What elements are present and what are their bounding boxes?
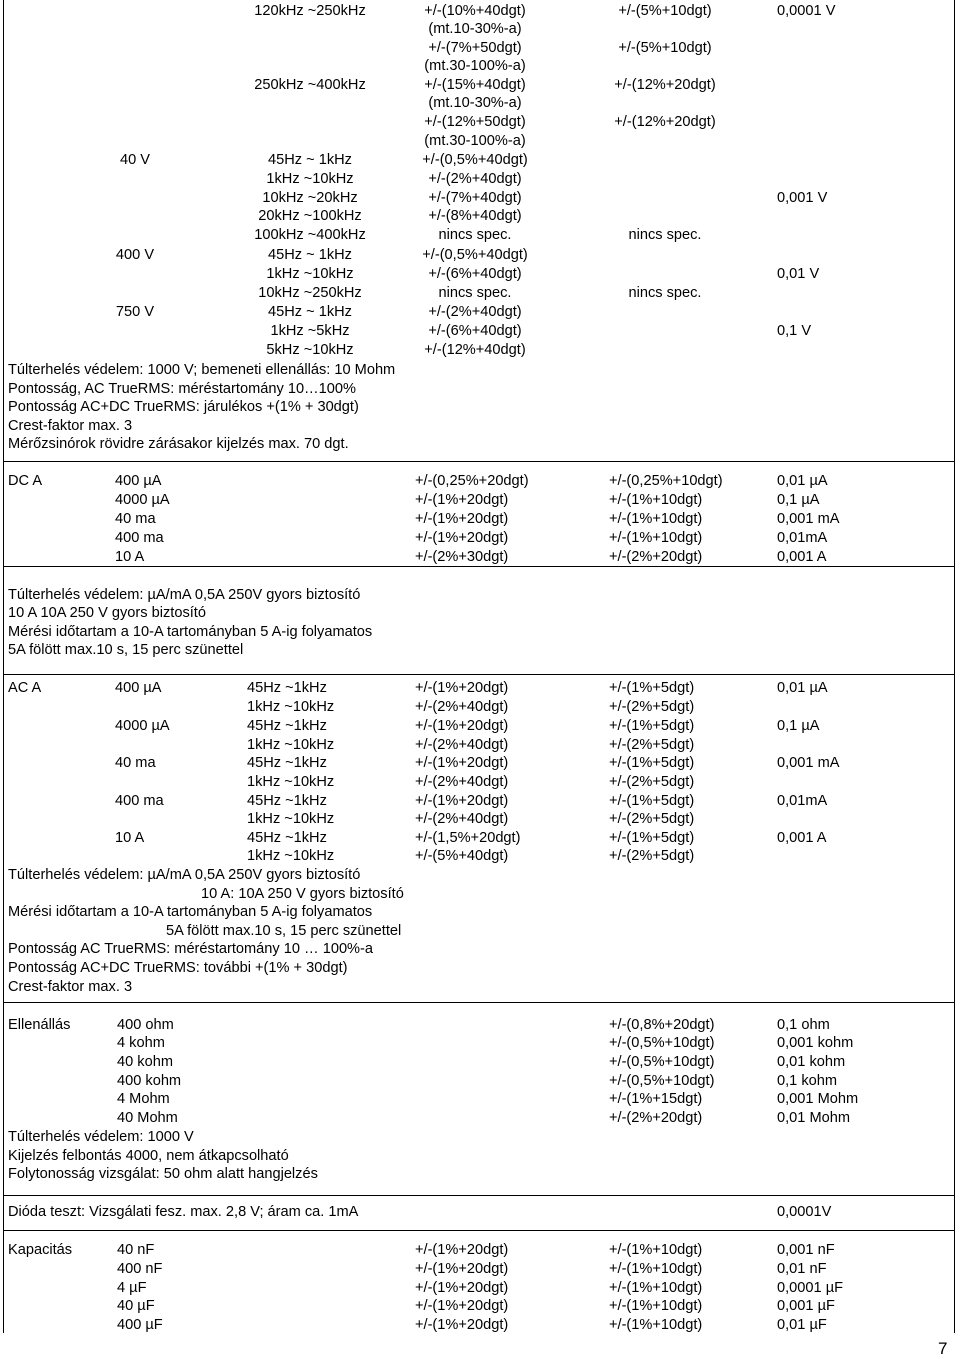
table-cell: +/-(1%+10dgt) [609,1261,703,1277]
table-cell: 45Hz ~ 1kHz [268,304,352,320]
table-cell: +/-(2%+40dgt) [415,737,509,753]
note-line: Folytonosság vizsgálat: 50 ohm alatt hangjelzés [8,1166,318,1182]
table-cell: 45Hz ~1kHz [247,755,327,771]
table-cell: +/-(1%+20dgt) [415,1280,509,1296]
table-cell: +/-(2%+40dgt) [428,304,522,320]
note-line: 5A fölött max.10 s, 15 perc szünettel [166,923,402,939]
table-cell: +/-(2%+5dgt) [609,774,695,790]
table-cell: +/-(1%+10dgt) [609,511,703,527]
table-cell: 0,01 kohm [777,1054,846,1070]
table-cell: 0,001 mA [777,511,840,527]
divider-diode [3,1195,955,1196]
note-line: Túlterhelés védelem: µA/mA 0,5A 250V gyors biztosító [8,587,361,603]
note-line: Pontosság AC+DC TrueRMS: járulékos +(1% + 30dgt) [8,399,359,415]
table-cell: +/-(6%+40dgt) [428,323,522,339]
table-cell: 0,001 µF [777,1298,835,1314]
table-cell: +/-(1%+5dgt) [609,680,695,696]
table-cell: +/-(2%+40dgt) [415,699,509,715]
table-cell: +/-(1%+20dgt) [415,1261,509,1277]
table-cell: 0,1 µA [777,718,820,734]
table-cell: 40 ma [115,511,156,527]
table-cell: +/-(2%+20dgt) [609,1110,703,1126]
table-cell: +/-(1%+10dgt) [609,1317,703,1333]
note-line: Crest-faktor max. 3 [8,979,133,995]
table-cell: 45Hz ~ 1kHz [268,247,352,263]
note-line: Mérőzsinórok rövidre zárásakor kijelzés max. 70 dgt. [8,436,349,452]
table-cell: +/-(0,5%+40dgt) [422,247,528,263]
table-cell: +/-(5%+10dgt) [618,40,712,56]
table-cell: +/-(12%+20dgt) [614,77,716,93]
table-cell: +/-(2%+30dgt) [415,549,509,565]
table-cell: 4 µF [117,1280,147,1296]
table-cell: 400 nF [117,1261,163,1277]
table-cell: +/-(1%+20dgt) [415,1242,509,1258]
table-cell: +/-(1%+20dgt) [415,718,509,734]
table-cell: 10 A [115,549,145,565]
table-cell: (mt.10-30%-a) [428,95,522,111]
table-cell: +/-(15%+40dgt) [424,77,526,93]
table-cell: 0,001 A [777,830,827,846]
table-cell: 45Hz ~1kHz [247,830,327,846]
table-cell: +/-(0,5%+10dgt) [609,1073,715,1089]
table-cell: 0,001 nF [777,1242,835,1258]
note-line: Mérési időtartam a 10-A tartományban 5 A-ig folyamatos [8,624,373,640]
table-cell: +/-(7%+40dgt) [428,190,522,206]
table-cell: +/-(1%+20dgt) [415,793,509,809]
table-cell: (mt.30-100%-a) [424,133,526,149]
table-cell: +/-(2%+5dgt) [609,811,695,827]
table-cell: +/-(1%+5dgt) [609,718,695,734]
table-cell: 400 kohm [117,1073,182,1089]
table-cell: 750 V [115,304,155,320]
table-cell: 0,01 V [777,266,820,282]
table-cell: 250kHz ~400kHz [254,77,366,93]
table-cell: +/-(1%+20dgt) [415,755,509,771]
table-cell: 4 kohm [117,1035,165,1051]
table-cell: +/-(0,5%+10dgt) [609,1054,715,1070]
table-cell: +/-(2%+5dgt) [609,699,695,715]
table-cell: 10kHz ~250kHz [258,285,362,301]
table-cell: 0,0001 V [777,3,836,19]
table-cell: 1kHz ~10kHz [247,848,335,864]
table-cell: AC A [8,680,42,696]
table-cell: +/-(6%+40dgt) [428,266,522,282]
table-cell: 4 Mohm [117,1091,170,1107]
note-line: 5A fölött max.10 s, 15 perc szünettel [8,642,244,658]
table-cell: +/-(0,8%+20dgt) [609,1017,715,1033]
table-cell: (mt.30-100%-a) [424,58,526,74]
note-line: Túlterhelés védelem: 1000 V; bemeneti ellenállás: 10 Mohm [8,362,396,378]
table-cell: +/-(2%+20dgt) [609,549,703,565]
table-cell: +/-(0,5%+40dgt) [422,152,528,168]
table-cell: +/-(5%+10dgt) [618,3,712,19]
table-cell: 40 Mohm [117,1110,178,1126]
table-cell: 400 µA [115,680,162,696]
table-cell: nincs spec. [628,285,702,301]
table-cell: 400 µA [115,473,162,489]
table-cell: +/-(1%+10dgt) [609,530,703,546]
table-cell: 400 ma [115,793,164,809]
table-cell: 1kHz ~10kHz [247,811,335,827]
table-cell: 10kHz ~20kHz [262,190,358,206]
table-cell: +/-(1%+20dgt) [415,530,509,546]
table-cell: 0,1 kohm [777,1073,838,1089]
table-cell: 10 A [115,830,145,846]
table-cell: +/-(1%+5dgt) [609,830,695,846]
table-cell: +/-(1%+5dgt) [609,755,695,771]
table-cell: nincs spec. [438,227,512,243]
table-cell: nincs spec. [628,227,702,243]
table-cell: 0,1 µA [777,492,820,508]
table-cell: 45Hz ~1kHz [247,718,327,734]
table-cell: 1kHz ~10kHz [247,774,335,790]
table-cell: 0,0001V [777,1204,832,1220]
table-cell: +/-(1%+20dgt) [415,511,509,527]
note-line: Pontosság, AC TrueRMS: méréstartomány 10…100% [8,381,356,397]
left-border [3,0,4,1333]
table-cell: +/-(1%+10dgt) [609,1280,703,1296]
table-cell: +/-(12%+40dgt) [424,342,526,358]
table-cell: nincs spec. [438,285,512,301]
note-line: Mérési időtartam a 10-A tartományban 5 A-ig folyamatos [8,904,373,920]
table-cell: 400 ohm [117,1017,174,1033]
divider-dc-a [3,461,955,462]
note-line: Pontosság AC+DC TrueRMS: további +(1% + 30dgt) [8,960,348,976]
table-cell: 1kHz ~10kHz [266,266,354,282]
table-cell: 0,01mA [777,793,828,809]
table-cell: +/-(1%+10dgt) [609,492,703,508]
table-cell: 45Hz ~ 1kHz [268,152,352,168]
table-cell: 0,0001 µF [777,1280,844,1296]
table-cell: +/-(12%+50dgt) [424,114,526,130]
table-cell: +/-(2%+40dgt) [428,171,522,187]
table-cell: 0,01 µA [777,473,828,489]
table-cell: +/-(0,25%+10dgt) [609,473,723,489]
right-border [954,0,955,1333]
table-cell: 40 µF [117,1298,155,1314]
table-cell: +/-(1%+15dgt) [609,1091,703,1107]
table-cell: +/-(8%+40dgt) [428,208,522,224]
table-cell: 40 kohm [117,1054,173,1070]
note-line: Crest-faktor max. 3 [8,418,133,434]
table-cell: 4000 µA [115,718,170,734]
note-line: Túlterhelés védelem: 1000 V [8,1129,194,1145]
table-cell: 1kHz ~5kHz [270,323,350,339]
table-cell: 0,01 Mohm [777,1110,851,1126]
table-cell: +/-(0,25%+20dgt) [415,473,529,489]
divider-notes-dc [3,566,955,567]
table-cell: +/-(2%+40dgt) [415,774,509,790]
table-cell: 100kHz ~400kHz [254,227,366,243]
table-cell: 0,001 A [777,549,827,565]
note-line: 10 A: 10A 250 V gyors biztosító [201,886,404,902]
table-cell: 4000 µA [115,492,170,508]
table-cell: +/-(12%+20dgt) [614,114,716,130]
table-cell: Dióda teszt: Vizsgálati fesz. max. 2,8 V; áram ca. 1mA [8,1204,359,1220]
table-cell: 0,001 kohm [777,1035,854,1051]
table-cell: 1kHz ~10kHz [247,737,335,753]
divider-resistance [3,1002,955,1003]
table-cell: 1kHz ~10kHz [247,699,335,715]
table-cell: +/-(1%+10dgt) [609,1298,703,1314]
table-cell: 5kHz ~10kHz [266,342,354,358]
table-cell: +/-(1%+20dgt) [415,1298,509,1314]
table-cell: 0,01mA [777,530,828,546]
table-cell: 0,01 nF [777,1261,827,1277]
table-cell: 0,01 µF [777,1317,827,1333]
table-cell: 1kHz ~10kHz [266,171,354,187]
note-line: Túlterhelés védelem: µA/mA 0,5A 250V gyors biztosító [8,867,361,883]
table-cell: 400 V [115,247,155,263]
table-cell: 0,001 Mohm [777,1091,859,1107]
table-cell: DC A [8,473,43,489]
table-cell: +/-(2%+5dgt) [609,848,695,864]
table-cell: 40 ma [115,755,156,771]
table-cell: 400 ma [115,530,164,546]
table-cell: 0,001 V [777,190,828,206]
table-cell: 45Hz ~1kHz [247,680,327,696]
divider-capacitance [3,1230,955,1231]
table-cell: +/-(1%+5dgt) [609,793,695,809]
table-cell: Ellenállás [8,1017,71,1033]
divider-ac-a [3,674,955,675]
table-cell: +/-(10%+40dgt) [424,3,526,19]
table-cell: 45Hz ~1kHz [247,793,327,809]
note-line: 10 A 10A 250 V gyors biztosító [8,605,206,621]
table-cell: +/-(2%+5dgt) [609,737,695,753]
table-cell: +/-(1%+20dgt) [415,492,509,508]
table-cell: (mt.10-30%-a) [428,21,522,37]
table-cell: 0,1 V [777,323,812,339]
table-cell: 0,1 ohm [777,1017,830,1033]
table-cell: 120kHz ~250kHz [254,3,366,19]
table-cell: 40 V [119,152,151,168]
table-cell: 20kHz ~100kHz [258,208,362,224]
table-cell: +/-(1%+10dgt) [609,1242,703,1258]
page-number: 7 [938,1339,948,1358]
table-cell: Kapacitás [8,1242,73,1258]
table-cell: +/-(1%+20dgt) [415,680,509,696]
note-line: Pontosság AC TrueRMS: méréstartomány 10 … 100%-a [8,941,374,957]
table-cell: 0,001 mA [777,755,840,771]
note-line: Kijelzés felbontás 4000, nem átkapcsolható [8,1148,289,1164]
table-cell: 0,01 µA [777,680,828,696]
table-cell: 400 µF [117,1317,163,1333]
table-cell: +/-(7%+50dgt) [428,40,522,56]
table-cell: +/-(1,5%+20dgt) [415,830,521,846]
table-cell: 40 nF [117,1242,155,1258]
table-cell: +/-(2%+40dgt) [415,811,509,827]
table-cell: +/-(5%+40dgt) [415,848,509,864]
table-cell: +/-(1%+20dgt) [415,1317,509,1333]
table-cell: +/-(0,5%+10dgt) [609,1035,715,1051]
